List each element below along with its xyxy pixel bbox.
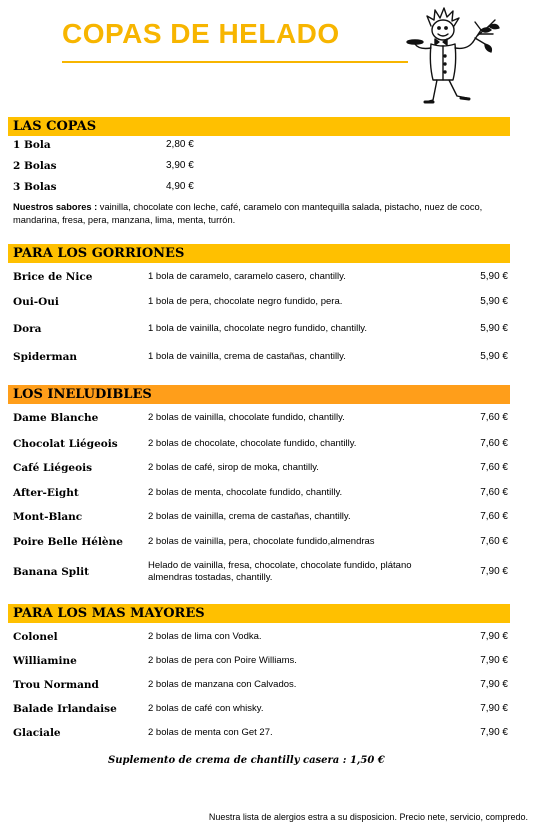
item-name: Dora <box>13 323 42 335</box>
item-description: 2 bolas de vainilla, chocolate fundido, chantilly. <box>148 412 345 423</box>
item-description: 1 bola de pera, chocolate negro fundido, pera. <box>148 296 343 307</box>
item-name: Brice de Nice <box>13 271 93 283</box>
item-description: 2 bolas de menta, chocolate fundido, chantilly. <box>148 487 343 498</box>
item-description: 1 bola de vainilla, crema de castañas, chantilly. <box>148 351 346 362</box>
item-price: 7,90 € <box>480 679 508 690</box>
item-name: Balade Irlandaise <box>13 703 117 715</box>
copa-price: 2,80 € <box>166 139 194 150</box>
item-description: 2 bolas de menta con Get 27. <box>148 727 273 738</box>
item-price: 7,60 € <box>480 536 508 547</box>
item-price: 7,90 € <box>480 655 508 666</box>
section-header-mayores: PARA LOS MAS MAYORES <box>8 604 510 623</box>
item-description: 2 bolas de pera con Poire Williams. <box>148 655 297 666</box>
item-price: 7,90 € <box>480 566 508 577</box>
item-name: Banana Split <box>13 566 89 578</box>
item-name: Mont-Blanc <box>13 511 83 523</box>
item-description: 2 bolas de vainilla, pera, chocolate fundido,almendras <box>148 536 375 547</box>
chef-waiter-illustration <box>405 4 505 116</box>
item-description: 2 bolas de chocolate, chocolate fundido, chantilly. <box>148 438 357 449</box>
item-price: 7,60 € <box>480 511 508 522</box>
item-name: Oui-Oui <box>13 296 59 308</box>
item-description: 1 bola de caramelo, caramelo casero, chantilly. <box>148 271 346 282</box>
copa-price: 3,90 € <box>166 160 194 171</box>
item-name: After-Eight <box>13 487 79 499</box>
item-price: 7,60 € <box>480 438 508 449</box>
item-price: 7,60 € <box>480 487 508 498</box>
page-title: COPAS DE HELADO <box>62 18 340 49</box>
copa-price: 4,90 € <box>166 181 194 192</box>
item-description: Helado de vainilla, fresa, chocolate, chocolate fundido, plátano almendras tostadas, chantilly. <box>148 560 412 583</box>
item-price: 5,90 € <box>480 271 508 282</box>
footer-note: Nuestra lista de alergios estra a su disposicion. Precio nete, servicio, compredo. <box>208 812 528 822</box>
item-name: Chocolat Liégeois <box>13 438 118 450</box>
item-price: 5,90 € <box>480 296 508 307</box>
item-description: 2 bolas de café, sirop de moka, chantilly. <box>148 462 319 473</box>
item-description: 1 bola de vainilla, chocolate negro fundido, chantilly. <box>148 323 367 334</box>
item-description: 2 bolas de lima con Vodka. <box>148 631 262 642</box>
item-name: Spiderman <box>13 351 78 363</box>
copa-name: 3 Bolas <box>13 181 57 193</box>
item-name: Dame Blanche <box>13 412 99 424</box>
item-name: Café Liégeois <box>13 462 92 474</box>
section-header-las-copas: LAS COPAS <box>8 117 510 136</box>
item-price: 7,60 € <box>480 412 508 423</box>
copa-name: 2 Bolas <box>13 160 57 172</box>
item-price: 7,90 € <box>480 703 508 714</box>
flavors-label: Nuestros sabores : <box>13 202 98 212</box>
item-price: 7,60 € <box>480 462 508 473</box>
item-name: Poire Belle Hélène <box>13 536 123 548</box>
title-underline <box>62 61 408 63</box>
item-description: 2 bolas de café con whisky. <box>148 703 264 714</box>
item-description: 2 bolas de vainilla, crema de castañas, chantilly. <box>148 511 351 522</box>
flavors-text: vainilla, chocolate con leche, café, caramelo con mantequilla salada, pistacho, nuez de coco, mandarina, fresa, pera, manzana, lima, menta, turrón. <box>13 202 483 225</box>
item-name: Trou Normand <box>13 679 99 691</box>
item-price: 5,90 € <box>480 323 508 334</box>
copa-name: 1 Bola <box>13 139 51 151</box>
supplement-note: Suplemento de crema de chantilly casera : 1,50 € <box>108 755 385 766</box>
item-name: Colonel <box>13 631 58 643</box>
section-header-gorriones: PARA LOS GORRIONES <box>8 244 510 263</box>
flavors-note <box>13 201 503 226</box>
item-name: Williamine <box>13 655 77 667</box>
item-price: 7,90 € <box>480 727 508 738</box>
item-price: 7,90 € <box>480 631 508 642</box>
item-price: 5,90 € <box>480 351 508 362</box>
section-header-ineludibles: LOS INELUDIBLES <box>8 385 510 404</box>
item-name: Glaciale <box>13 727 61 739</box>
item-description: 2 bolas de manzana con Calvados. <box>148 679 297 690</box>
